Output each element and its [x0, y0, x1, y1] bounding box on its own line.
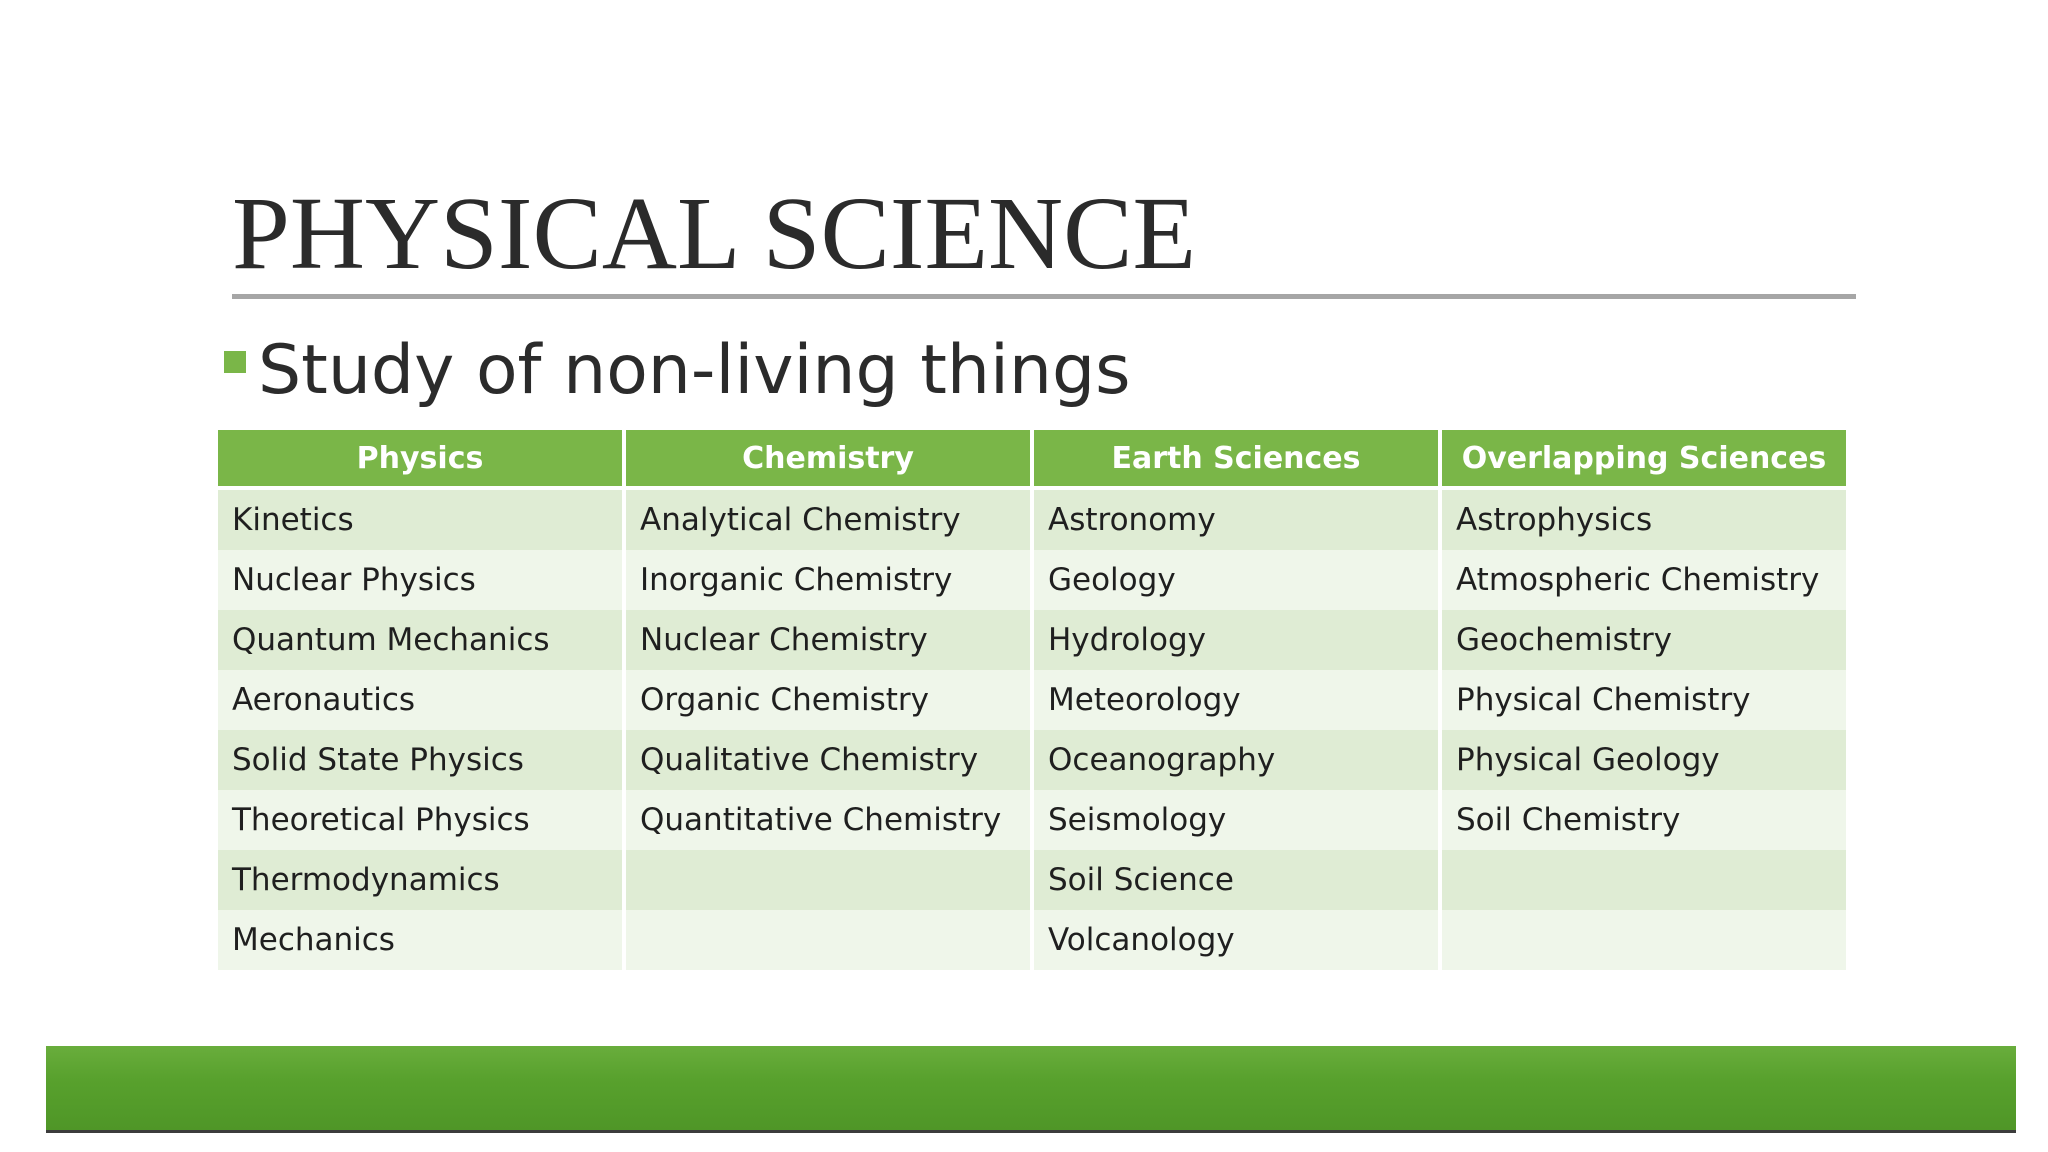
table-cell: Inorganic Chemistry — [626, 550, 1030, 610]
table-cell: Aeronautics — [218, 670, 622, 730]
table-cell: Physical Geology — [1442, 730, 1846, 790]
table-cell: Nuclear Physics — [218, 550, 622, 610]
table-row — [218, 550, 1846, 610]
table-cell: Solid State Physics — [218, 730, 622, 790]
table-cell: Mechanics — [218, 910, 622, 970]
header-chemistry: Chemistry — [626, 430, 1030, 490]
table-cell: Thermodynamics — [218, 850, 622, 910]
science-table — [214, 430, 1850, 970]
bullet-point — [224, 326, 1131, 416]
table-cell: Meteorology — [1034, 670, 1438, 730]
table-cell: Quantitative Chemistry — [626, 790, 1030, 850]
table-row — [218, 910, 1846, 970]
table-cell: Nuclear Chemistry — [626, 610, 1030, 670]
slide-subtitle: Study of non-living things — [258, 331, 1131, 410]
table-cell — [1442, 850, 1846, 910]
table-cell: Kinetics — [218, 490, 622, 550]
table-cell: Qualitative Chemistry — [626, 730, 1030, 790]
footer-divider — [46, 1130, 2016, 1133]
table-cell: Soil Chemistry — [1442, 790, 1846, 850]
table-cell: Oceanography — [1034, 730, 1438, 790]
table-cell — [626, 850, 1030, 910]
footer-green-band — [46, 1046, 2016, 1130]
table-row — [218, 730, 1846, 790]
header-earth-sciences: Earth Sciences — [1034, 430, 1438, 490]
table-cell: Volcanology — [1034, 910, 1438, 970]
table-cell: Soil Science — [1034, 850, 1438, 910]
table-cell: Hydrology — [1034, 610, 1438, 670]
table-cell: Astronomy — [1034, 490, 1438, 550]
table-row — [218, 610, 1846, 670]
table-cell: Seismology — [1034, 790, 1438, 850]
table-row — [218, 790, 1846, 850]
header-overlapping-sciences: Overlapping Sciences — [1442, 430, 1846, 490]
table-cell — [626, 910, 1030, 970]
table-cell: Organic Chemistry — [626, 670, 1030, 730]
table-row — [218, 850, 1846, 910]
slide-title: PHYSICAL SCIENCE — [232, 176, 1197, 291]
title-divider — [232, 294, 1856, 299]
table-row — [218, 490, 1846, 550]
table-header-row — [218, 430, 1846, 490]
table-cell: Atmospheric Chemistry — [1442, 550, 1846, 610]
bullet-square-icon — [224, 351, 246, 373]
table-cell: Geology — [1034, 550, 1438, 610]
table-cell: Geochemistry — [1442, 610, 1846, 670]
header-physics: Physics — [218, 430, 622, 490]
table-cell: Analytical Chemistry — [626, 490, 1030, 550]
table-cell: Quantum Mechanics — [218, 610, 622, 670]
table-cell: Theoretical Physics — [218, 790, 622, 850]
table-cell — [1442, 910, 1846, 970]
table-row — [218, 670, 1846, 730]
science-table-container — [218, 430, 1854, 970]
table-cell: Astrophysics — [1442, 490, 1846, 550]
table-cell: Physical Chemistry — [1442, 670, 1846, 730]
